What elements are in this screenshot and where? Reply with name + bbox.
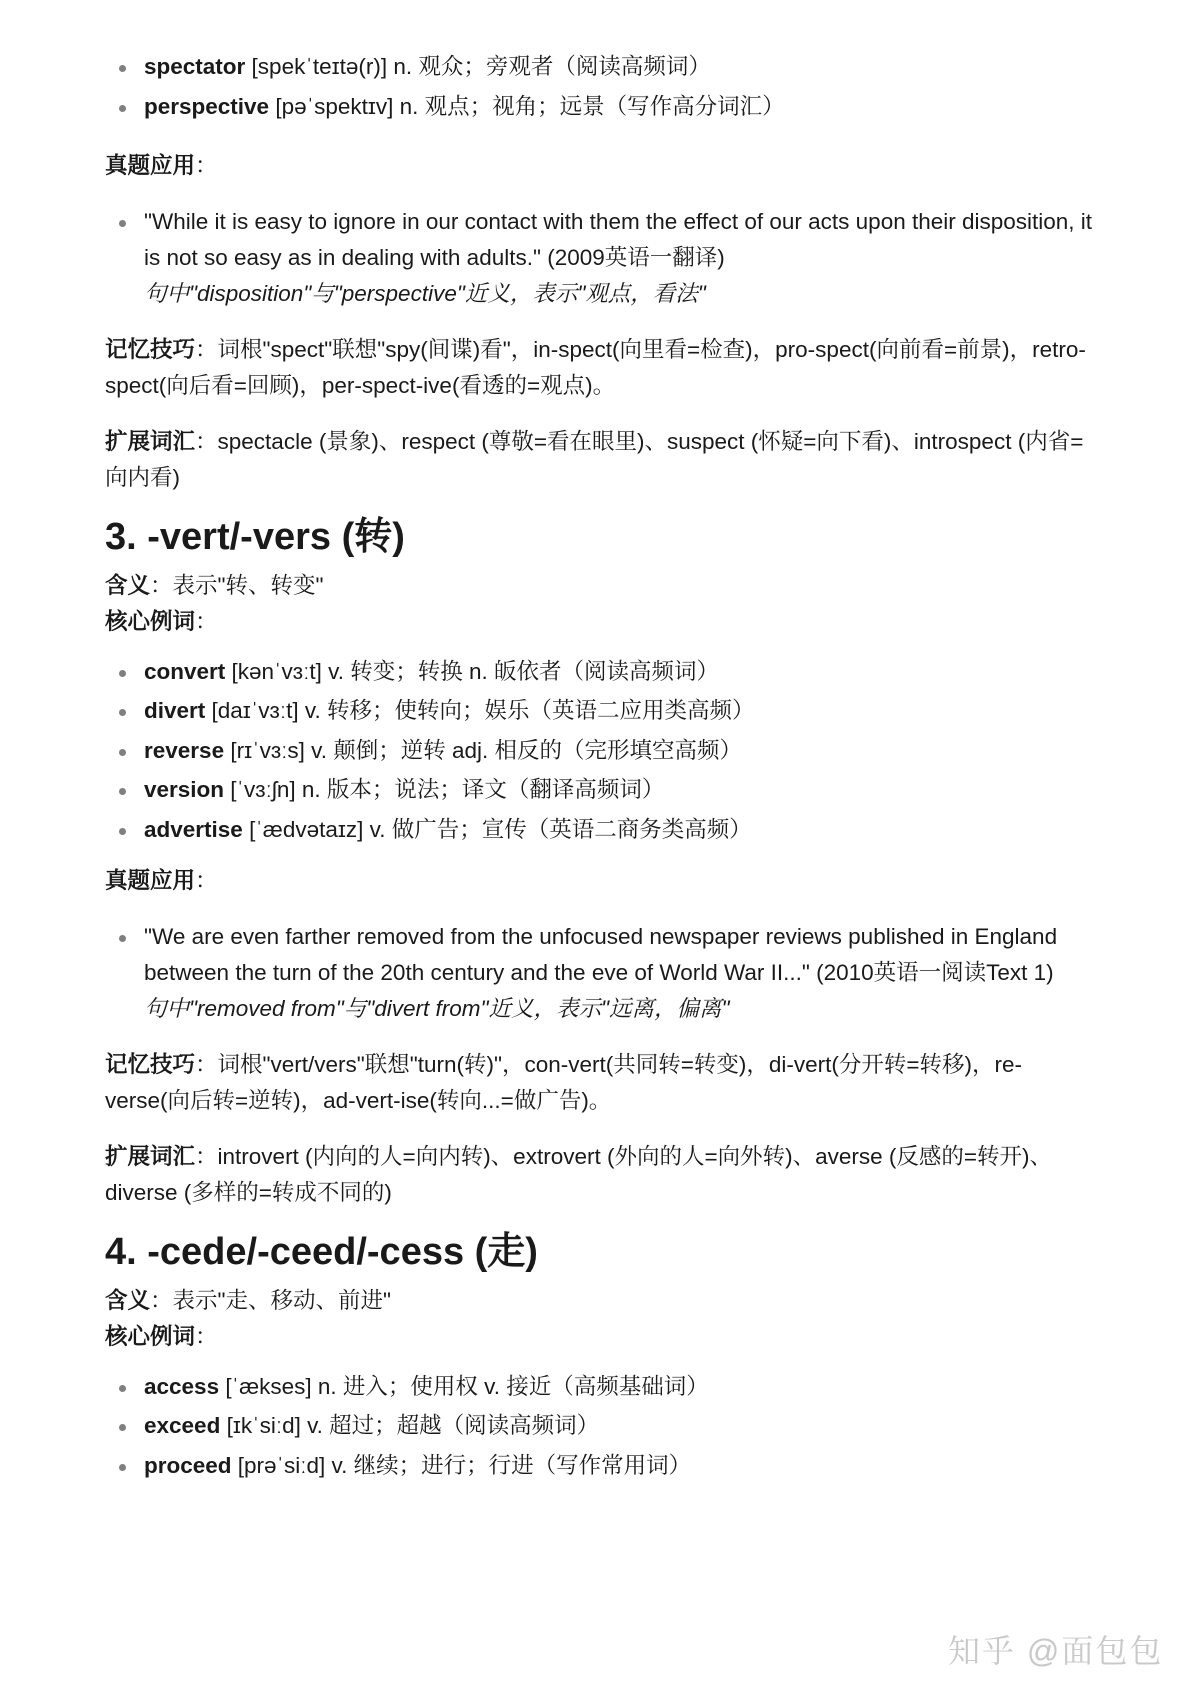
- vocab-definition: [kənˈvɜːt] v. 转变；转换 n. 皈依者（阅读高频词）: [225, 658, 719, 684]
- section-heading: 4. -cede/-ceed/-cess (走): [105, 1230, 538, 1273]
- vocab-definition: [ˈækses] n. 进入；使用权 v. 接近（高频基础词）: [219, 1373, 709, 1399]
- core-words-label-line: 核心例词：: [105, 1323, 218, 1349]
- list-item: [105, 696, 1105, 726]
- exam-label: 真题应用: [105, 152, 196, 178]
- vocab-definition: [pəˈspektɪv] n. 观点；视角；远景（写作高分词汇）: [269, 93, 785, 119]
- vocab-word: access: [144, 1373, 220, 1399]
- meaning-text: 表示"转、转变": [172, 572, 324, 598]
- zhihu-watermark: 知乎 @面包包: [948, 1633, 1164, 1669]
- memory-label: 记忆技巧: [105, 336, 196, 362]
- sec3-exam-list: [105, 919, 1105, 1027]
- vocab-definition: [ˈvɜːʃn] n. 版本；说法；译文（翻译高频词）: [224, 777, 665, 802]
- extended-vocab: 扩展词汇：introvert (内向的人=向内转)、extrovert (外向的人=向外转)、averse (反感的=转开)、diverse (多样的=转成不同的): [105, 1143, 1052, 1205]
- core-words-label-line: 核心例词：: [105, 608, 218, 634]
- sec3-word-list: [105, 657, 1105, 845]
- list-item: [105, 92, 1105, 122]
- extend-label: 扩展词汇: [105, 428, 196, 454]
- exam-quote: "We are even farther removed from the unfocused newspaper reviews published in England between the turn of the 20th century and the eve of World War II..." (2010英语一阅读Text 1): [144, 923, 1058, 985]
- list-item: [105, 52, 1105, 82]
- vocab-word: advertise: [144, 816, 243, 842]
- memory-text: 词根"vert/vers"联想"turn(转)"，con-vert(共同转=转变)，di-vert(分开转=转移)，re-verse(向后转=逆转)，ad-vert-ise(转向...=做广告)。: [105, 1051, 1023, 1113]
- exam-note: 句中"removed from"与"divert from"近义，表示"远离，偏离": [144, 995, 730, 1021]
- meaning-line: 含义：表示"走、移动、前进": [105, 1287, 392, 1313]
- sec2-exam-list: [105, 204, 1105, 312]
- vocab-definition: [ɪkˈsiːd] v. 超过；超越（阅读高频词）: [220, 1413, 600, 1438]
- vocab-definition: [rɪˈvɜːs] v. 颠倒；逆转 adj. 相反的（完形填空高频）: [224, 737, 743, 763]
- core-words-label: 核心例词: [105, 608, 196, 634]
- list-item: [105, 1372, 1105, 1402]
- sec4-word-list: [105, 1372, 1105, 1481]
- core-words-label: 核心例词: [105, 1323, 196, 1349]
- list-item: [105, 657, 1105, 687]
- vocab-definition: [ˈædvətaɪz] v. 做广告；宣传（英语二商务类高频）: [242, 816, 752, 842]
- memory-tip: 记忆技巧：词根"vert/vers"联想"turn(转)"，con-vert(共同转=转变)，di-vert(分开转=转移)，re-verse(向后转=逆转)，ad-vert-ise(转向...=做广告)。: [105, 1051, 1023, 1113]
- extend-text: introvert (内向的人=向内转)、extrovert (外向的人=向外转)、averse (反感的=转开)、diverse (多样的=转成不同的): [105, 1143, 1052, 1205]
- list-item: [105, 815, 1105, 845]
- extend-label: 扩展词汇: [105, 1143, 196, 1169]
- sec2-word-list: [105, 52, 1105, 122]
- exam-label-line: 真题应用：: [105, 867, 218, 893]
- memory-tip: 记忆技巧：词根"spect"联想"spy(间谍)看"，in-spect(向里看=检查)，pro-spect(向前看=前景)，retro-spect(向后看=回顾)，per-spect-ive(看透的=观点)。: [105, 336, 1086, 398]
- memory-label: 记忆技巧: [105, 1051, 196, 1077]
- vocab-word: exceed: [144, 1413, 221, 1438]
- vocab-definition: [spekˈteɪtə(r)] n. 观众；旁观者（阅读高频词）: [245, 54, 711, 79]
- exam-label: 真题应用: [105, 867, 196, 893]
- list-item: [105, 1451, 1105, 1481]
- list-item: [105, 775, 1105, 805]
- vocab-word: perspective: [144, 93, 270, 119]
- document-body: [105, 52, 1105, 1490]
- exam-quote-item: [105, 919, 1105, 1027]
- list-item: [105, 1411, 1105, 1441]
- meaning-text: 表示"走、移动、前进": [172, 1287, 392, 1313]
- vocab-word: proceed: [144, 1452, 232, 1478]
- exam-quote: "While it is easy to ignore in our contact with them the effect of our acts upon their disposition, it is not so easy as in dealing with adults." (2009英语一翻译): [144, 208, 1093, 270]
- exam-note: 句中"disposition"与"perspective"近义，表示"观点，看法": [144, 280, 706, 306]
- memory-text: 词根"spect"联想"spy(间谍)看"，in-spect(向里看=检查)，pro-spect(向前看=前景)，retro-spect(向后看=回顾)，per-spect-ive(看透的=观点)。: [105, 336, 1086, 398]
- vocab-word: reverse: [144, 737, 225, 763]
- list-item: [105, 736, 1105, 766]
- exam-label-line: 真题应用：: [105, 152, 218, 178]
- exam-quote-item: [105, 204, 1105, 312]
- vocab-word: spectator: [144, 54, 246, 79]
- vocab-word: divert: [144, 698, 206, 723]
- extend-text: spectacle (景象)、respect (尊敬=看在眼里)、suspect (怀疑=向下看)、introspect (内省=向内看): [105, 428, 1084, 490]
- meaning-line: 含义：表示"转、转变": [105, 572, 324, 598]
- section-heading: 3. -vert/-vers (转): [105, 515, 405, 558]
- vocab-definition: [daɪˈvɜːt] v. 转移；使转向；娱乐（英语二应用类高频）: [205, 698, 755, 723]
- vocab-word: version: [144, 777, 225, 802]
- meaning-label: 含义: [105, 572, 151, 598]
- extended-vocab: 扩展词汇：spectacle (景象)、respect (尊敬=看在眼里)、suspect (怀疑=向下看)、introspect (内省=向内看): [105, 428, 1084, 490]
- meaning-label: 含义: [105, 1287, 151, 1313]
- vocab-word: convert: [144, 658, 226, 684]
- vocab-definition: [prəˈsiːd] v. 继续；进行；行进（写作常用词）: [231, 1452, 692, 1478]
